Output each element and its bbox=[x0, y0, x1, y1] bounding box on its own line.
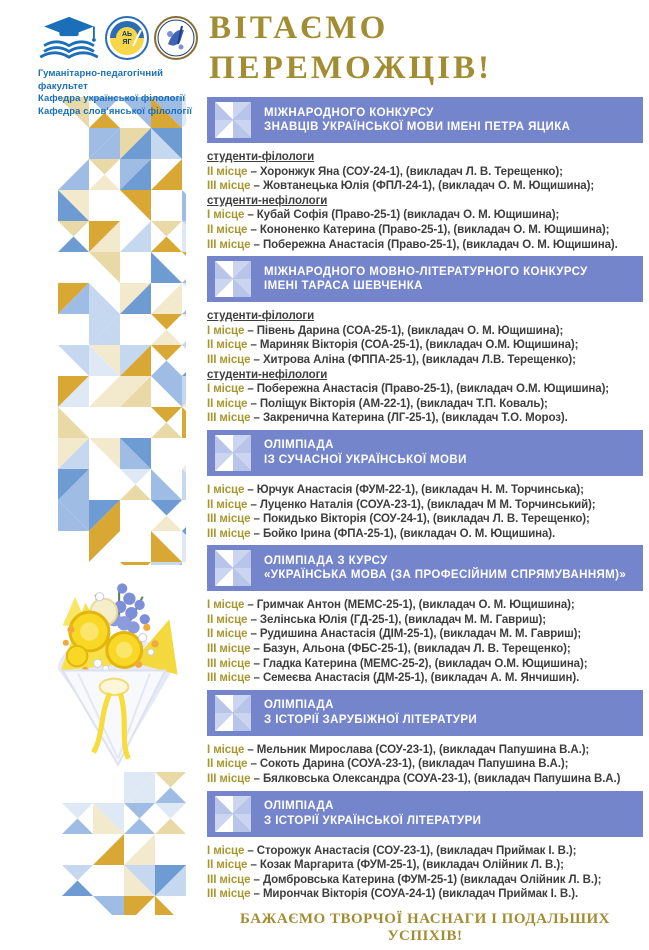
winner-entry bbox=[207, 657, 643, 672]
winner-entry bbox=[207, 527, 643, 542]
place-label: І місце bbox=[207, 483, 245, 496]
pinwheel-triangles-icon bbox=[215, 435, 251, 471]
section-title-line: ОЛІМПІАДА bbox=[264, 699, 334, 712]
page-title bbox=[207, 0, 643, 97]
place-label: ІІ місце bbox=[207, 397, 248, 410]
competition-section bbox=[207, 545, 643, 686]
winner-entry bbox=[207, 397, 643, 412]
place-label: І місце bbox=[207, 743, 245, 756]
section-header bbox=[207, 430, 643, 476]
winner-entry bbox=[207, 743, 643, 758]
winner-details: – Хитрова Аліна (ФППА-25-1), (викладач Л.В. Терещенко); bbox=[250, 353, 576, 366]
winner-details: – Мариняк Вікторія (СОА-25-1), (викладач О.М. Ющишина); bbox=[247, 339, 579, 352]
book-graduation-cap-icon bbox=[38, 15, 100, 61]
section-title-line: МІЖНАРОДНОГО КОНКУРСУ bbox=[264, 106, 434, 119]
winners-list bbox=[207, 150, 643, 252]
winner-entry bbox=[207, 858, 643, 873]
winner-entry bbox=[207, 887, 643, 902]
place-label: І місце bbox=[207, 599, 245, 612]
winner-entry bbox=[207, 613, 643, 628]
place-label: ІІІ місце bbox=[207, 353, 251, 366]
section-title-line: «УКРАЇНСЬКА МОВА (ЗА ПРОФЕСІЙНИМ СПРЯМУВАННЯМ)» bbox=[264, 569, 627, 582]
winner-details: – Рудишина Анастасія (ДІМ-25-1), (викладач М. М. Гавриш); bbox=[247, 628, 582, 641]
winner-details: – Побережна Анастасія (Право-25-1), (викладач О.М. Ющишина); bbox=[244, 383, 610, 396]
triangle-pattern-bottom bbox=[62, 772, 186, 915]
winner-details: – Сторожук Анастасія (СОУ-23-1), (викладач Приймак І. В.); bbox=[244, 844, 577, 857]
section-title bbox=[264, 554, 626, 583]
university-round-emblem-icon bbox=[105, 16, 149, 60]
flower-bouquet-photo bbox=[32, 565, 196, 777]
winner-entry bbox=[207, 772, 643, 787]
section-header bbox=[207, 97, 643, 143]
category-subheading: студенти-нефілологи bbox=[207, 194, 328, 207]
faculty-lines bbox=[38, 68, 206, 118]
footer-wish-text: БАЖАЄМО ТВОРЧОЇ НАСНАГИ І ПОДАЛЬШИХ УСПІХІВ! bbox=[239, 911, 610, 944]
pinwheel-triangles-icon bbox=[215, 102, 251, 138]
winner-details: – Побережна Анастасія (Право-25-1), (викладач О. М. Ющишина). bbox=[250, 238, 618, 251]
place-label: ІІ місце bbox=[207, 165, 248, 178]
winner-details: – Кононенко Катерина (Право-25-1), (викладач О. М. Ющишина); bbox=[247, 223, 610, 236]
section-title-line: МІЖНАРОДНОГО МОВНО-ЛІТЕРАТУРНОГО КОНКУРСУ bbox=[264, 265, 588, 278]
title-line-1: ВІТАЄМО bbox=[209, 10, 389, 46]
section-header bbox=[207, 791, 643, 837]
winner-entry bbox=[207, 627, 643, 642]
winner-entry bbox=[207, 238, 643, 253]
faculty-name: Гуманітарно-педагогічний факультет bbox=[38, 68, 164, 92]
place-label: ІІІ місце bbox=[207, 412, 251, 425]
section-header bbox=[207, 256, 643, 302]
winner-details: – Покидько Вікторія (СОУ-24-1), (викладач Л. В. Терещенко); bbox=[250, 513, 590, 526]
section-title-line: ОЛІМПІАДА bbox=[264, 439, 334, 452]
section-title-line: З ІСТОРІЇ ЗАРУБІЖНОЇ ЛІТЕРАТУРИ bbox=[264, 713, 478, 726]
pinwheel-triangles-icon bbox=[215, 550, 251, 586]
place-label: ІІ місце bbox=[207, 628, 248, 641]
winner-entry bbox=[207, 382, 643, 397]
winner-entry bbox=[207, 498, 643, 513]
winner-details: – Мельник Мирослава (СОУ-23-1), (викладач Папушина В.А.); bbox=[244, 743, 590, 756]
section-title bbox=[264, 799, 481, 828]
winner-details: – Гладка Катерина (МЕМС-25-2), (викладач О.М. Ющишина); bbox=[250, 657, 588, 670]
winner-entry bbox=[207, 598, 643, 613]
place-label: ІІ місце bbox=[207, 498, 248, 511]
winner-details: – Мирончак Вікторія (СОУА-24-1) (викладач Приймак І. В.). bbox=[250, 888, 579, 901]
left-decoration bbox=[58, 97, 186, 917]
logo-row bbox=[38, 14, 206, 62]
section-title bbox=[264, 698, 477, 727]
winner-entry bbox=[207, 179, 643, 194]
winners-list bbox=[207, 483, 643, 541]
winner-details: – Домбровська Катерина (ФУМ-25-1) (викладач Олійник Л. В.); bbox=[250, 873, 602, 886]
winner-entry bbox=[207, 411, 643, 426]
winner-details: – Хоронжук Яна (СОУ-24-1), (викладач Л. В. Терещенко); bbox=[247, 165, 563, 178]
winner-entry bbox=[207, 223, 643, 238]
competition-section bbox=[207, 690, 643, 787]
winner-entry bbox=[207, 512, 643, 527]
department-round-emblem-icon bbox=[154, 16, 198, 60]
svg-text:АЬ: АЬ bbox=[121, 31, 133, 38]
pinwheel-triangles-icon bbox=[215, 695, 251, 731]
competition-section bbox=[207, 791, 643, 902]
winner-details: – Зелінська Юлія (ГД-25-1), (викладач М. М. Гавриш); bbox=[247, 613, 546, 626]
winners-list bbox=[207, 844, 643, 902]
sections-container bbox=[207, 97, 643, 902]
winners-list bbox=[207, 309, 643, 426]
place-label: ІІІ місце bbox=[207, 873, 251, 886]
section-title-line: ОЛІМПІАДА bbox=[264, 800, 334, 813]
winner-entry bbox=[207, 671, 643, 686]
winner-details: – Семеєва Анастасія (ДМ-25-1), (викладач А. М. Янчишин). bbox=[250, 672, 580, 685]
logo-block bbox=[38, 14, 206, 118]
place-label: І місце bbox=[207, 324, 245, 337]
winner-details: – Сокоть Дарина (СОУА-23-1), (викладач Папушина В.А.); bbox=[247, 758, 569, 771]
winner-entry bbox=[207, 338, 643, 353]
section-title bbox=[264, 438, 467, 467]
section-title bbox=[264, 265, 588, 294]
place-label: ІІ місце bbox=[207, 223, 248, 236]
winners-list bbox=[207, 598, 643, 686]
winner-entry bbox=[207, 757, 643, 772]
winner-entry bbox=[207, 208, 643, 223]
winner-entry bbox=[207, 353, 643, 368]
department-slavic: Кафедра слов'янської філології bbox=[38, 105, 193, 117]
winner-entry bbox=[207, 483, 643, 498]
winner-details: – Кубай Софія (Право-25-1) (викладач О. М. Ющишина); bbox=[244, 209, 560, 222]
place-label: ІІ місце bbox=[207, 339, 248, 352]
place-label: ІІ місце bbox=[207, 758, 248, 771]
winner-details: – Гримчак Антон (МЕМС-25-1), (викладач О. М. Ющишина); bbox=[244, 599, 575, 612]
winner-details: – Козак Маргарита (ФУМ-25-1), (викладач Олійник Л. В.); bbox=[247, 859, 564, 872]
pinwheel-triangles-icon bbox=[215, 796, 251, 832]
place-label: ІІІ місце bbox=[207, 773, 251, 786]
place-label: ІІІ місце bbox=[207, 672, 251, 685]
place-label: ІІІ місце bbox=[207, 527, 251, 540]
winner-entry bbox=[207, 873, 643, 888]
section-title bbox=[264, 106, 570, 135]
svg-text:ЯГ: ЯГ bbox=[122, 39, 132, 46]
place-label: І місце bbox=[207, 383, 245, 396]
winner-details: – Закренична Катерина (ЛГ-25-1), (викладач Т.О. Мороз). bbox=[250, 412, 568, 425]
section-title-line: З ІСТОРІЇ УКРАЇНСЬКОЇ ЛІТЕРАТУРИ bbox=[264, 814, 482, 827]
pinwheel-triangles-icon bbox=[215, 261, 251, 297]
competition-section bbox=[207, 430, 643, 541]
winner-details: – Луценко Наталія (СОУА-23-1), (викладач М М. Торчинський); bbox=[247, 498, 596, 511]
winner-entry bbox=[207, 642, 643, 657]
winner-details: – Жовтанецька Юлія (ФПЛ-24-1), (викладач О. М. Ющишина); bbox=[250, 180, 595, 193]
competition-section bbox=[207, 256, 643, 426]
department-ukrainian: Кафедра української філології bbox=[38, 93, 186, 104]
place-label: І місце bbox=[207, 844, 245, 857]
place-label: ІІ місце bbox=[207, 859, 248, 872]
place-label: ІІІ місце bbox=[207, 180, 251, 193]
category-subheading: студенти-нефілологи bbox=[207, 368, 328, 381]
winner-details: – Поліщук Вікторія (АМ-22-1), (викладач Т.П. Коваль); bbox=[247, 397, 548, 410]
place-label: ІІІ місце bbox=[207, 657, 251, 670]
category-subheading: студенти-філологи bbox=[207, 151, 315, 163]
category-subheading: студенти-філологи bbox=[207, 310, 315, 323]
section-title-line: ІЗ СУЧАСНОЇ УКРАЇНСЬКОЇ МОВИ bbox=[264, 453, 467, 466]
winner-entry bbox=[207, 324, 643, 339]
place-label: ІІІ місце bbox=[207, 238, 251, 251]
place-label: І місце bbox=[207, 209, 245, 222]
competition-section bbox=[207, 97, 643, 252]
place-label: ІІІ місце bbox=[207, 513, 251, 526]
section-header bbox=[207, 545, 643, 591]
section-title-line: ЗНАВЦІВ УКРАЇНСЬКОЇ МОВИ ІМЕНІ ПЕТРА ЯЦИКА bbox=[264, 121, 571, 133]
bouquet-illustration bbox=[32, 565, 196, 777]
winner-details: – Юрчук Анастасія (ФУМ-22-1), (викладач Н. М. Торчинська); bbox=[244, 483, 584, 496]
place-label: ІІІ місце bbox=[207, 888, 251, 901]
winner-details: – Бойко Ірина (ФПА-25-1), (викладач О. М. Ющишина). bbox=[250, 527, 556, 540]
section-title-line: ОЛІМПІАДА З КУРСУ bbox=[264, 554, 388, 567]
winner-entry bbox=[207, 844, 643, 859]
triangle-pattern-top bbox=[58, 97, 186, 575]
winner-details: – Бялковська Олександра (СОУА-23-1), (викладач Папушина В.А.) bbox=[250, 773, 621, 786]
title-line-2: ПЕРЕМОЖЦІВ! bbox=[209, 50, 492, 86]
winner-entry bbox=[207, 165, 643, 180]
winner-details: – Базун, Альона (ФБС-25-1), (викладач Л. В. Терещенко); bbox=[250, 643, 571, 656]
section-title-line: ІМЕНІ ТАРАСА ШЕВЧЕНКА bbox=[264, 280, 423, 293]
winner-details: – Півень Дарина (СОА-25-1), (викладач О. М. Ющишина); bbox=[244, 324, 564, 337]
winners-list bbox=[207, 743, 643, 787]
section-header bbox=[207, 690, 643, 736]
main-column bbox=[207, 0, 643, 945]
place-label: ІІІ місце bbox=[207, 643, 251, 656]
place-label: ІІ місце bbox=[207, 613, 248, 626]
